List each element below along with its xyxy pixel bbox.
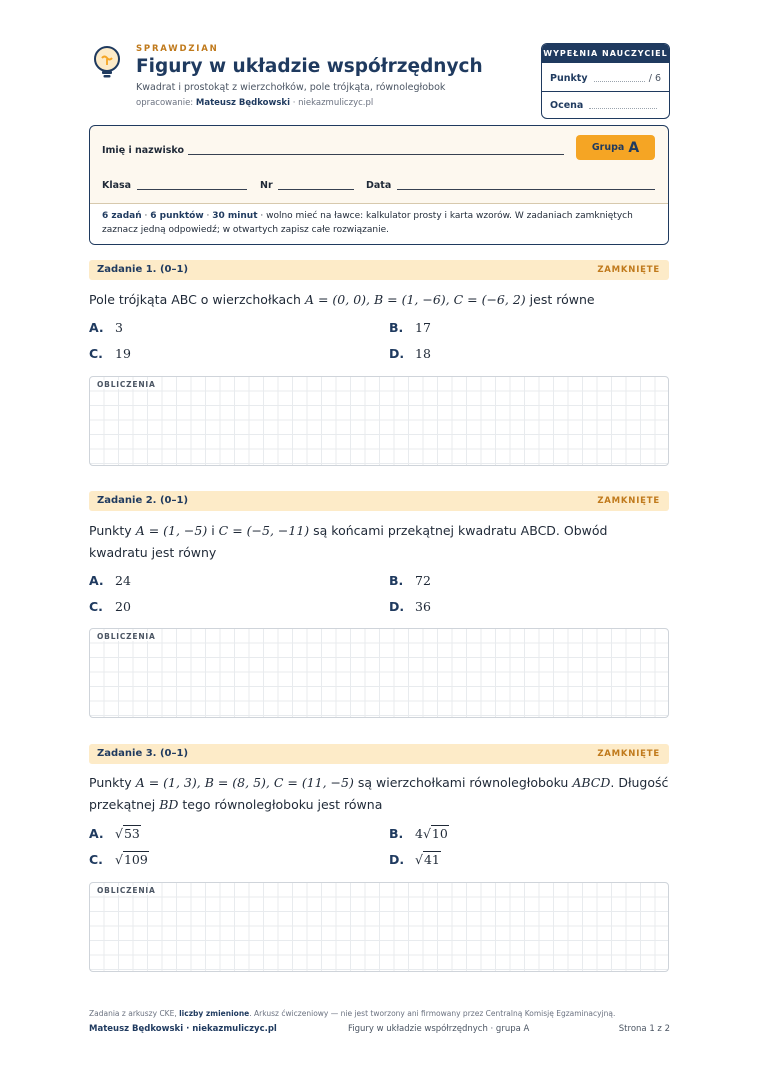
points-field[interactable] <box>594 80 645 82</box>
task-2-math-2: C = (−5, −11) <box>218 523 310 538</box>
class-label: Klasa <box>102 180 132 191</box>
page-title: Figury w układzie współrzędnych <box>136 56 483 77</box>
task-3-math-3: BD <box>159 797 179 812</box>
task-2-text-3: są końcami przekątnej kwadratu ABCD. Obwód kwadratu jest równy <box>89 523 608 560</box>
footer-note <box>89 1009 615 1018</box>
task-2-text-2: i <box>211 523 215 538</box>
task-1-text-before: Pole trójkąta ABC o wierzchołkach <box>89 292 301 307</box>
task-3-option-b[interactable] <box>389 826 449 841</box>
class-field[interactable] <box>137 189 247 190</box>
worksheet-kicker: SPRAWDZIAN <box>136 44 219 54</box>
task-2-option-a[interactable] <box>89 573 131 588</box>
task-3-math-1: A = (1, 3), B = (8, 5), C = (11, −5) <box>135 775 354 790</box>
author-line <box>136 98 373 108</box>
sqrt-symbol: √41 <box>415 852 440 867</box>
task-2-title: Zadanie 2. (0–1) <box>97 495 189 506</box>
option-value: 24 <box>115 573 131 588</box>
option-value: 20 <box>115 599 131 614</box>
number-label: Nr <box>260 180 273 191</box>
task-3-header <box>89 744 669 764</box>
grade-row <box>550 100 661 111</box>
footer-author: Mateusz Będkowski · niekazmuliczyc.pl <box>89 1024 277 1034</box>
option-letter: A. <box>89 826 104 841</box>
option-value: 36 <box>415 599 431 614</box>
option-radicand: 53 <box>123 826 140 841</box>
option-letter: C. <box>89 599 103 614</box>
sqrt-symbol: √53 <box>115 826 140 841</box>
author-prefix: opracowanie: <box>136 98 194 108</box>
page-subtitle: Kwadrat i prostokąt z wierzchołków, pole trójkąta, równoległobok <box>136 82 446 93</box>
task-2-text <box>89 520 669 564</box>
option-letter: C. <box>89 346 103 361</box>
task-3-math-2: ABCD <box>572 775 611 790</box>
calc-label: OBLICZENIA <box>97 632 156 641</box>
task-2-header <box>89 491 669 511</box>
task-3-text-1: Punkty <box>89 775 132 790</box>
task-2-math-1: A = (1, −5) <box>135 523 208 538</box>
option-letter: B. <box>389 320 404 335</box>
option-letter: B. <box>389 573 404 588</box>
teacher-box <box>541 43 670 119</box>
date-label: Data <box>366 180 392 191</box>
task-2-option-b[interactable] <box>389 573 431 588</box>
author-site: · niekazmuliczyc.pl <box>292 98 374 108</box>
task-1-option-a[interactable] <box>89 320 123 335</box>
task-1-option-d[interactable] <box>389 346 431 361</box>
footer-note-start: Zadania z arkuszy CKE, <box>89 1009 177 1018</box>
task-3-text-4: tego równoległoboku jest równa <box>182 797 383 812</box>
group-label: Grupa <box>591 142 625 153</box>
option-letter: D. <box>389 599 405 614</box>
option-letter: B. <box>389 826 404 841</box>
task-3-option-a[interactable] <box>89 826 141 841</box>
task-1-text <box>89 289 669 311</box>
option-value: 18 <box>415 346 431 361</box>
points-label: Punkty <box>550 73 588 84</box>
number-field[interactable] <box>278 189 354 190</box>
option-radicand: 10 <box>431 826 448 841</box>
option-letter: D. <box>389 346 405 361</box>
option-value: 3 <box>115 320 123 335</box>
name-field[interactable] <box>188 154 564 155</box>
task-3-calculation-area[interactable] <box>89 882 669 972</box>
lightbulb-logo-icon <box>91 44 123 80</box>
grade-field[interactable] <box>589 107 657 109</box>
footer-note-bold: liczby zmienione <box>179 1009 250 1018</box>
option-value: 72 <box>415 573 431 588</box>
option-coef: 4 <box>415 826 423 841</box>
task-1-option-c[interactable] <box>89 346 131 361</box>
task-3-option-d[interactable] <box>389 852 441 867</box>
instructions-text: 6 zadań · 6 punktów · 30 minut · wolno mieć na ławce: kalkulator prosty i karta wzorów. W zadaniach zamkniętych zaznacz jedną odpowiedź; w otwartych zapisz całe rozwiązanie. <box>102 211 633 235</box>
calc-label: OBLICZENIA <box>97 886 156 895</box>
sqrt-symbol: √10 <box>422 826 448 841</box>
footer-title: Figury w układzie współrzędnych · grupa A <box>348 1024 530 1034</box>
option-letter: A. <box>89 320 104 335</box>
author-name: Mateusz Będkowski <box>195 98 291 108</box>
teacher-box-heading: WYPEŁNIA NAUCZYCIEL <box>542 44 669 63</box>
instr-points: 6 punktów <box>150 211 204 221</box>
task-2-type: ZAMKNIĘTE <box>597 496 660 506</box>
task-3-option-c[interactable] <box>89 852 149 867</box>
points-max: / 6 <box>648 73 661 84</box>
task-2-option-c[interactable] <box>89 599 131 614</box>
task-2-text-1: Punkty <box>89 523 132 538</box>
instr-rest: · wolno mieć na ławce: kalkulator prosty i karta wzorów. W zadaniach zamkniętych zaznacz jedną odpowiedź; w otwartych zapisz całe rozwiązanie. <box>102 211 633 235</box>
group-letter: A <box>628 139 640 156</box>
grade-label: Ocena <box>550 100 584 111</box>
task-1-text-after: jest równe <box>529 292 595 307</box>
option-radicand: 41 <box>423 852 440 867</box>
task-3-text-2: są wierzchołkami równoległoboku <box>357 775 569 790</box>
task-1-type: ZAMKNIĘTE <box>597 265 660 275</box>
option-letter: A. <box>89 573 104 588</box>
option-letter: D. <box>389 852 405 867</box>
task-3-text-3: Długość przekątnej <box>89 775 669 812</box>
task-1-option-b[interactable] <box>389 320 431 335</box>
calc-label: OBLICZENIA <box>97 380 156 389</box>
task-1-calculation-area[interactable] <box>89 376 669 466</box>
footer-note-end: . Arkusz ćwiczeniowy — nie jest tworzony ani firmowany przez Centralną Komisję Egzaminacyjną. <box>249 1009 616 1018</box>
task-3-title: Zadanie 3. (0–1) <box>97 748 189 759</box>
task-1-math: A = (0, 0), B = (1, −6), C = (−6, 2) <box>304 292 526 307</box>
task-1-header <box>89 260 669 280</box>
task-3-type: ZAMKNIĘTE <box>597 749 660 759</box>
points-row <box>550 73 661 84</box>
instr-tasks: 6 zadań <box>102 211 142 221</box>
student-info-box <box>89 125 669 245</box>
option-value: 17 <box>415 320 431 335</box>
group-badge <box>576 135 655 160</box>
task-2-option-d[interactable] <box>389 599 431 614</box>
option-value: 19 <box>115 346 131 361</box>
task-3-text: Punkty A = (1, 3), B = (8, 5), C = (11, −5) są wierzchołkami równoległoboku ABCD. Długość przekątnej BD tego równoległoboku jest równa <box>89 775 669 812</box>
date-field[interactable] <box>397 189 655 190</box>
task-1-title: Zadanie 1. (0–1) <box>97 264 189 275</box>
task-2-calculation-area[interactable] <box>89 628 669 718</box>
footer-page-number: Strona 1 z 2 <box>618 1024 670 1034</box>
sqrt-symbol: √109 <box>115 852 148 867</box>
teacher-divider <box>542 91 669 92</box>
instr-time: 30 minut <box>212 211 258 221</box>
option-radicand: 109 <box>123 852 148 867</box>
name-label: Imię i nazwisko <box>102 145 184 156</box>
option-letter: C. <box>89 852 103 867</box>
